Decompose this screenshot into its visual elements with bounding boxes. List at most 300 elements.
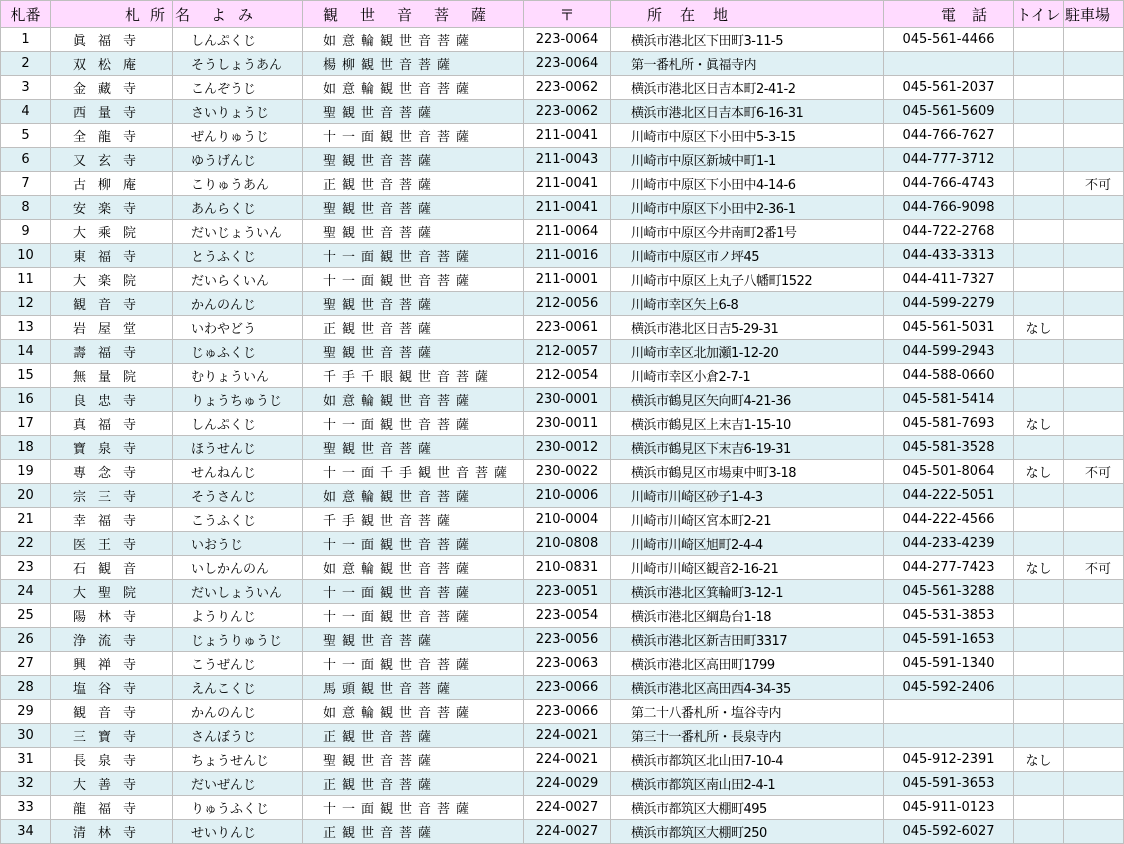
- cell-toilet: [1014, 484, 1064, 508]
- cell-name: 東福寺: [51, 244, 173, 268]
- table-row: [1, 52, 1124, 76]
- cell-zip: 211-0001: [524, 268, 611, 292]
- cell-num: 5: [1, 124, 51, 148]
- cell-tel: 044-222-5051: [884, 484, 1014, 508]
- cell-num: 6: [1, 148, 51, 172]
- cell-kannon: 聖観世音菩薩: [303, 748, 524, 772]
- cell-address: 川崎市川崎区宮本町2-21: [611, 508, 884, 532]
- cell-address: 横浜市鶴見区矢向町4-21-36: [611, 388, 884, 412]
- cell-address: 横浜市鶴見区上末吉1-15-10: [611, 412, 884, 436]
- cell-yomi: せんねんじ: [173, 460, 303, 484]
- cell-num: 13: [1, 316, 51, 340]
- cell-num: 14: [1, 340, 51, 364]
- cell-name: 真福寺: [51, 412, 173, 436]
- cell-toilet: [1014, 196, 1064, 220]
- cell-toilet: [1014, 364, 1064, 388]
- cell-yomi: こりゅうあん: [173, 172, 303, 196]
- table-row: [1, 796, 1124, 820]
- cell-toilet: [1014, 292, 1064, 316]
- table-row: [1, 484, 1124, 508]
- cell-yomi: りゅうふくじ: [173, 796, 303, 820]
- cell-zip: 223-0062: [524, 76, 611, 100]
- cell-yomi: じょうりゅうじ: [173, 628, 303, 652]
- cell-zip: 223-0064: [524, 28, 611, 52]
- cell-tel: 044-766-9098: [884, 196, 1014, 220]
- cell-address: 第三十一番札所・長泉寺内: [611, 724, 884, 748]
- cell-kannon: 聖観世音菩薩: [303, 220, 524, 244]
- cell-parking: [1064, 148, 1124, 172]
- cell-tel: [884, 700, 1014, 724]
- cell-toilet: [1014, 268, 1064, 292]
- cell-tel: 045-592-2406: [884, 676, 1014, 700]
- cell-yomi: だいぜんじ: [173, 772, 303, 796]
- cell-zip: 211-0041: [524, 124, 611, 148]
- cell-num: 25: [1, 604, 51, 628]
- cell-zip: 223-0054: [524, 604, 611, 628]
- cell-tel: 045-561-5031: [884, 316, 1014, 340]
- cell-name: 陽林寺: [51, 604, 173, 628]
- cell-num: 10: [1, 244, 51, 268]
- table-row: [1, 772, 1124, 796]
- cell-zip: 223-0063: [524, 652, 611, 676]
- cell-yomi: りょうちゅうじ: [173, 388, 303, 412]
- cell-tel: 045-561-4466: [884, 28, 1014, 52]
- cell-zip: 224-0021: [524, 724, 611, 748]
- cell-tel: [884, 52, 1014, 76]
- table-row: [1, 412, 1124, 436]
- table-row: [1, 292, 1124, 316]
- table-row: [1, 100, 1124, 124]
- cell-kannon: 十一面観世音菩薩: [303, 604, 524, 628]
- cell-yomi: ぜんりゅうじ: [173, 124, 303, 148]
- cell-kannon: 馬頭観世音菩薩: [303, 676, 524, 700]
- cell-parking: [1064, 52, 1124, 76]
- cell-kannon: 正観世音菩薩: [303, 724, 524, 748]
- cell-num: 1: [1, 28, 51, 52]
- cell-parking: [1064, 100, 1124, 124]
- cell-address: 横浜市港北区下田町3-11-5: [611, 28, 884, 52]
- cell-num: 3: [1, 76, 51, 100]
- cell-num: 17: [1, 412, 51, 436]
- table-row: [1, 244, 1124, 268]
- cell-tel: 044-233-4239: [884, 532, 1014, 556]
- cell-name: 塩谷寺: [51, 676, 173, 700]
- cell-address: 横浜市港北区日吉5-29-31: [611, 316, 884, 340]
- cell-tel: 044-777-3712: [884, 148, 1014, 172]
- cell-kannon: 楊柳観世音菩薩: [303, 52, 524, 76]
- cell-parking: [1064, 76, 1124, 100]
- cell-yomi: ほうせんじ: [173, 436, 303, 460]
- cell-zip: 230-0011: [524, 412, 611, 436]
- cell-name: 観音寺: [51, 700, 173, 724]
- cell-toilet: [1014, 388, 1064, 412]
- cell-address: 横浜市港北区日吉本町6-16-31: [611, 100, 884, 124]
- cell-name: 岩屋堂: [51, 316, 173, 340]
- cell-kannon: 如意輪観世音菩薩: [303, 700, 524, 724]
- cell-parking: [1064, 628, 1124, 652]
- cell-zip: 210-0808: [524, 532, 611, 556]
- cell-yomi: だいらくいん: [173, 268, 303, 292]
- cell-num: 2: [1, 52, 51, 76]
- cell-address: 横浜市港北区箕輪町3-12-1: [611, 580, 884, 604]
- cell-name: 石観音: [51, 556, 173, 580]
- cell-toilet: [1014, 172, 1064, 196]
- table-row: [1, 316, 1124, 340]
- cell-kannon: 如意輪観世音菩薩: [303, 388, 524, 412]
- cell-num: 20: [1, 484, 51, 508]
- cell-parking: [1064, 724, 1124, 748]
- cell-name: 金藏寺: [51, 76, 173, 100]
- cell-tel: 044-433-3313: [884, 244, 1014, 268]
- cell-num: 9: [1, 220, 51, 244]
- cell-tel: 045-561-5609: [884, 100, 1014, 124]
- cell-zip: 223-0064: [524, 52, 611, 76]
- table-row: [1, 388, 1124, 412]
- cell-yomi: さいりょうじ: [173, 100, 303, 124]
- cell-kannon: 聖観世音菩薩: [303, 292, 524, 316]
- table-row: [1, 340, 1124, 364]
- cell-num: 21: [1, 508, 51, 532]
- cell-toilet: なし: [1014, 412, 1064, 436]
- cell-name: 專念寺: [51, 460, 173, 484]
- table-row: [1, 532, 1124, 556]
- cell-kannon: 聖観世音菩薩: [303, 340, 524, 364]
- cell-zip: 211-0064: [524, 220, 611, 244]
- cell-toilet: [1014, 124, 1064, 148]
- cell-parking: [1064, 700, 1124, 724]
- header-zip: 〒: [524, 1, 611, 28]
- cell-name: 長泉寺: [51, 748, 173, 772]
- cell-tel: 045-581-7693: [884, 412, 1014, 436]
- cell-parking: [1064, 676, 1124, 700]
- cell-tel: 044-599-2943: [884, 340, 1014, 364]
- cell-num: 23: [1, 556, 51, 580]
- cell-toilet: なし: [1014, 556, 1064, 580]
- cell-num: 26: [1, 628, 51, 652]
- cell-name: 宗三寺: [51, 484, 173, 508]
- cell-parking: [1064, 292, 1124, 316]
- cell-yomi: だいじょういん: [173, 220, 303, 244]
- cell-toilet: [1014, 580, 1064, 604]
- cell-tel: 045-581-5414: [884, 388, 1014, 412]
- cell-yomi: しんぷくじ: [173, 28, 303, 52]
- cell-parking: [1064, 652, 1124, 676]
- cell-tel: 044-588-0660: [884, 364, 1014, 388]
- cell-yomi: じゅふくじ: [173, 340, 303, 364]
- table-row: [1, 436, 1124, 460]
- cell-zip: 210-0006: [524, 484, 611, 508]
- cell-tel: 045-912-2391: [884, 748, 1014, 772]
- cell-address: 川崎市川崎区旭町2-4-4: [611, 532, 884, 556]
- table-row: [1, 724, 1124, 748]
- cell-parking: [1064, 748, 1124, 772]
- cell-address: 川崎市中原区下小田中2-36-1: [611, 196, 884, 220]
- cell-kannon: 正観世音菩薩: [303, 772, 524, 796]
- cell-yomi: しんぷくじ: [173, 412, 303, 436]
- cell-num: 16: [1, 388, 51, 412]
- cell-num: 15: [1, 364, 51, 388]
- cell-toilet: [1014, 604, 1064, 628]
- cell-num: 31: [1, 748, 51, 772]
- cell-zip: 224-0021: [524, 748, 611, 772]
- cell-name: 幸福寺: [51, 508, 173, 532]
- cell-kannon: 聖観世音菩薩: [303, 148, 524, 172]
- header-name: 札所名: [51, 1, 173, 28]
- cell-toilet: [1014, 820, 1064, 844]
- cell-toilet: [1014, 52, 1064, 76]
- cell-toilet: [1014, 700, 1064, 724]
- cell-parking: 不可: [1064, 460, 1124, 484]
- cell-num: 7: [1, 172, 51, 196]
- cell-kannon: 聖観世音菩薩: [303, 196, 524, 220]
- cell-name: 双松庵: [51, 52, 173, 76]
- cell-kannon: 十一面観世音菩薩: [303, 124, 524, 148]
- cell-parking: [1064, 388, 1124, 412]
- cell-kannon: 千手千眼観世音菩薩: [303, 364, 524, 388]
- cell-num: 32: [1, 772, 51, 796]
- cell-address: 横浜市鶴見区市場東中町3-18: [611, 460, 884, 484]
- cell-tel: 044-222-4566: [884, 508, 1014, 532]
- cell-toilet: [1014, 76, 1064, 100]
- cell-kannon: 如意輪観世音菩薩: [303, 484, 524, 508]
- cell-parking: [1064, 484, 1124, 508]
- cell-name: 大楽院: [51, 268, 173, 292]
- cell-address: 横浜市都筑区大棚町250: [611, 820, 884, 844]
- cell-zip: 211-0016: [524, 244, 611, 268]
- cell-name: 大聖院: [51, 580, 173, 604]
- cell-kannon: 十一面観世音菩薩: [303, 580, 524, 604]
- table-body: [1, 28, 1124, 844]
- cell-parking: 不可: [1064, 556, 1124, 580]
- header-parking: 駐車場: [1064, 1, 1124, 28]
- cell-kannon: 十一面観世音菩薩: [303, 412, 524, 436]
- cell-zip: 210-0004: [524, 508, 611, 532]
- cell-num: 4: [1, 100, 51, 124]
- cell-zip: 230-0001: [524, 388, 611, 412]
- header-address: 所在地: [611, 1, 884, 28]
- table-row: [1, 508, 1124, 532]
- cell-address: 川崎市幸区小倉2-7-1: [611, 364, 884, 388]
- cell-tel: 044-411-7327: [884, 268, 1014, 292]
- table-row: [1, 28, 1124, 52]
- cell-parking: [1064, 604, 1124, 628]
- cell-num: 18: [1, 436, 51, 460]
- table-row: [1, 748, 1124, 772]
- cell-tel: [884, 724, 1014, 748]
- cell-num: 27: [1, 652, 51, 676]
- cell-zip: 230-0012: [524, 436, 611, 460]
- cell-address: 川崎市中原区下小田中5-3-15: [611, 124, 884, 148]
- cell-toilet: [1014, 796, 1064, 820]
- cell-parking: 不可: [1064, 172, 1124, 196]
- cell-kannon: 十一面観世音菩薩: [303, 268, 524, 292]
- cell-parking: [1064, 820, 1124, 844]
- cell-num: 33: [1, 796, 51, 820]
- cell-toilet: [1014, 508, 1064, 532]
- cell-yomi: ゆうげんじ: [173, 148, 303, 172]
- cell-yomi: ようりんじ: [173, 604, 303, 628]
- cell-yomi: かんのんじ: [173, 700, 303, 724]
- cell-address: 川崎市川崎区観音2-16-21: [611, 556, 884, 580]
- cell-kannon: 如意輪観世音菩薩: [303, 28, 524, 52]
- cell-tel: 044-766-4743: [884, 172, 1014, 196]
- cell-parking: [1064, 220, 1124, 244]
- cell-tel: 045-591-1653: [884, 628, 1014, 652]
- cell-num: 34: [1, 820, 51, 844]
- cell-address: 横浜市都筑区北山田7-10-4: [611, 748, 884, 772]
- cell-toilet: [1014, 100, 1064, 124]
- cell-zip: 223-0051: [524, 580, 611, 604]
- header-kannon: 観世音菩薩: [303, 1, 524, 28]
- cell-name: 観音寺: [51, 292, 173, 316]
- cell-address: 川崎市中原区新城中町1-1: [611, 148, 884, 172]
- cell-toilet: [1014, 628, 1064, 652]
- cell-name: 清林寺: [51, 820, 173, 844]
- cell-toilet: [1014, 772, 1064, 796]
- cell-parking: [1064, 580, 1124, 604]
- cell-tel: 044-599-2279: [884, 292, 1014, 316]
- cell-kannon: 正観世音菩薩: [303, 316, 524, 340]
- cell-address: 川崎市川崎区砂子1-4-3: [611, 484, 884, 508]
- cell-parking: [1064, 340, 1124, 364]
- cell-address: 川崎市中原区下小田中4-14-6: [611, 172, 884, 196]
- cell-name: 大善寺: [51, 772, 173, 796]
- cell-tel: 045-561-3288: [884, 580, 1014, 604]
- cell-num: 12: [1, 292, 51, 316]
- table-row: [1, 196, 1124, 220]
- cell-zip: 211-0041: [524, 172, 611, 196]
- cell-toilet: [1014, 724, 1064, 748]
- cell-toilet: なし: [1014, 316, 1064, 340]
- cell-name: 又玄寺: [51, 148, 173, 172]
- cell-yomi: そうさんじ: [173, 484, 303, 508]
- cell-toilet: [1014, 532, 1064, 556]
- table-row: [1, 220, 1124, 244]
- table-row: [1, 580, 1124, 604]
- cell-name: 浄流寺: [51, 628, 173, 652]
- cell-parking: [1064, 508, 1124, 532]
- cell-kannon: 聖観世音菩薩: [303, 628, 524, 652]
- table-row: [1, 700, 1124, 724]
- cell-zip: 211-0041: [524, 196, 611, 220]
- cell-yomi: かんのんじ: [173, 292, 303, 316]
- cell-toilet: [1014, 148, 1064, 172]
- cell-name: 眞福寺: [51, 28, 173, 52]
- header-tel: 電話: [884, 1, 1014, 28]
- cell-address: 横浜市鶴見区下末吉6-19-31: [611, 436, 884, 460]
- cell-name: 三寶寺: [51, 724, 173, 748]
- cell-tel: 045-501-8064: [884, 460, 1014, 484]
- cell-yomi: いおうじ: [173, 532, 303, 556]
- cell-name: 寶泉寺: [51, 436, 173, 460]
- cell-parking: [1064, 268, 1124, 292]
- cell-name: 良忠寺: [51, 388, 173, 412]
- cell-address: 第一番札所・眞福寺内: [611, 52, 884, 76]
- cell-zip: 224-0029: [524, 772, 611, 796]
- cell-kannon: 如意輪観世音菩薩: [303, 556, 524, 580]
- cell-kannon: 十一面観世音菩薩: [303, 796, 524, 820]
- cell-num: 22: [1, 532, 51, 556]
- cell-parking: [1064, 196, 1124, 220]
- cell-num: 30: [1, 724, 51, 748]
- table-row: [1, 460, 1124, 484]
- cell-tel: 044-277-7423: [884, 556, 1014, 580]
- cell-tel: 044-722-2768: [884, 220, 1014, 244]
- cell-toilet: [1014, 220, 1064, 244]
- table-header: [1, 1, 1124, 28]
- cell-tel: 044-766-7627: [884, 124, 1014, 148]
- table-row: [1, 268, 1124, 292]
- table-row: [1, 676, 1124, 700]
- cell-yomi: こうぜんじ: [173, 652, 303, 676]
- table-row: [1, 172, 1124, 196]
- cell-name: 安楽寺: [51, 196, 173, 220]
- table-row: [1, 148, 1124, 172]
- cell-yomi: あんらくじ: [173, 196, 303, 220]
- table-row: [1, 628, 1124, 652]
- cell-yomi: こうふくじ: [173, 508, 303, 532]
- cell-address: 川崎市幸区北加瀬1-12-20: [611, 340, 884, 364]
- cell-tel: 045-591-1340: [884, 652, 1014, 676]
- cell-kannon: 十一面観世音菩薩: [303, 532, 524, 556]
- cell-yomi: だいしょういん: [173, 580, 303, 604]
- cell-zip: 224-0027: [524, 796, 611, 820]
- cell-yomi: むりょういん: [173, 364, 303, 388]
- cell-address: 横浜市港北区新吉田町3317: [611, 628, 884, 652]
- cell-toilet: なし: [1014, 460, 1064, 484]
- cell-num: 28: [1, 676, 51, 700]
- cell-name: 興禅寺: [51, 652, 173, 676]
- table-row: [1, 556, 1124, 580]
- cell-tel: 045-591-3653: [884, 772, 1014, 796]
- cell-kannon: 千手観世音菩薩: [303, 508, 524, 532]
- cell-parking: [1064, 364, 1124, 388]
- cell-address: 第二十八番札所・塩谷寺内: [611, 700, 884, 724]
- cell-yomi: いしかんのん: [173, 556, 303, 580]
- cell-parking: [1064, 532, 1124, 556]
- cell-name: 古柳庵: [51, 172, 173, 196]
- cell-address: 横浜市港北区高田西4-34-35: [611, 676, 884, 700]
- cell-zip: 212-0056: [524, 292, 611, 316]
- table-row: [1, 820, 1124, 844]
- cell-yomi: とうふくじ: [173, 244, 303, 268]
- cell-num: 24: [1, 580, 51, 604]
- cell-address: 横浜市港北区綱島台1-18: [611, 604, 884, 628]
- cell-tel: 045-581-3528: [884, 436, 1014, 460]
- table-row: [1, 652, 1124, 676]
- table-row: [1, 604, 1124, 628]
- cell-name: 壽福寺: [51, 340, 173, 364]
- cell-tel: 045-561-2037: [884, 76, 1014, 100]
- cell-kannon: 如意輪観世音菩薩: [303, 76, 524, 100]
- cell-toilet: [1014, 676, 1064, 700]
- cell-zip: 223-0061: [524, 316, 611, 340]
- cell-toilet: [1014, 652, 1064, 676]
- header-yomi: よみ: [173, 1, 303, 28]
- cell-yomi: そうしょうあん: [173, 52, 303, 76]
- cell-toilet: [1014, 244, 1064, 268]
- cell-yomi: ちょうせんじ: [173, 748, 303, 772]
- cell-toilet: [1014, 436, 1064, 460]
- cell-toilet: [1014, 340, 1064, 364]
- cell-address: 川崎市中原区市ノ坪45: [611, 244, 884, 268]
- cell-num: 8: [1, 196, 51, 220]
- cell-zip: 212-0057: [524, 340, 611, 364]
- cell-address: 川崎市中原区上丸子八幡町1522: [611, 268, 884, 292]
- cell-kannon: 聖観世音菩薩: [303, 100, 524, 124]
- cell-yomi: いわやどう: [173, 316, 303, 340]
- cell-tel: 045-592-6027: [884, 820, 1014, 844]
